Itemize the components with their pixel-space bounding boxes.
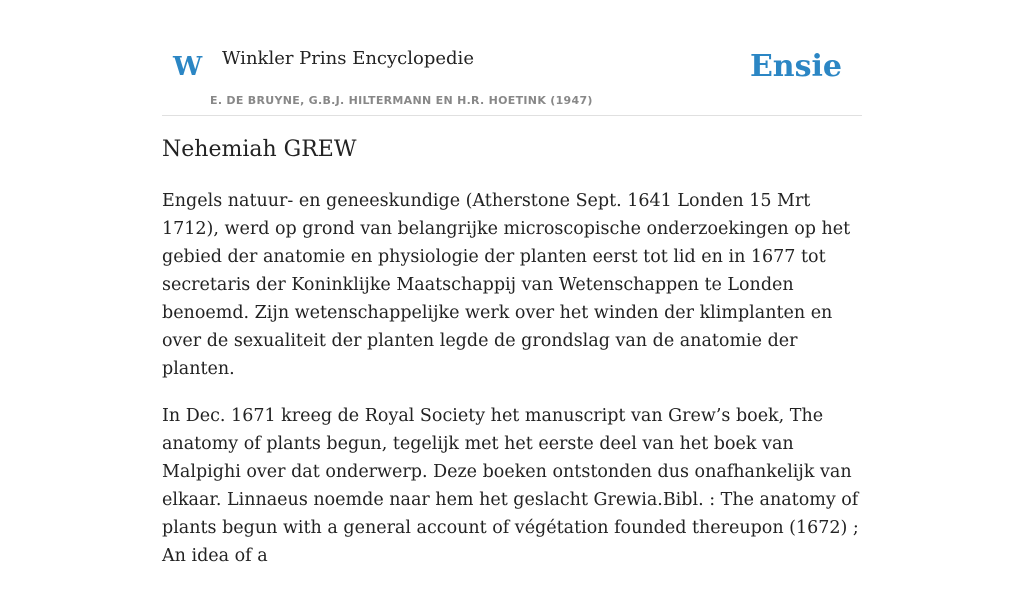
article-paragraph: Engels natuur- en geneeskundige (Atherstone Sept. 1641 Londen 15 Mrt 1712), werd op grond van belangrijke microscopische onderzoekingen op het gebied der anatomie en physiologie der planten eerst tot lid en in 1677 tot secretaris der Koninklijke Maatschappij van Wetenschappen te Londen benoemd. Zijn wetenschappelijke werk over het winden der klimplanten en over de sexualiteit der planten legde de grondslag van de anatomie der planten. [162, 190, 851, 379]
winkler-prins-logo[interactable]: W [173, 52, 203, 82]
site-header [162, 36, 862, 116]
publication-title-link[interactable]: Winkler Prins Encyclopedie [222, 48, 474, 69]
article [162, 136, 866, 589]
publication-authors: E. DE BRUYNE, G.B.J. HILTERMANN EN H.R. HOETINK (1947) [210, 94, 593, 107]
ensie-brand-link[interactable]: Ensie [749, 49, 842, 84]
article-title: Nehemiah GREW [162, 137, 357, 162]
article-paragraph: In Dec. 1671 kreeg de Royal Society het manuscript van Grew’s boek, The anatomy of plants begun, tegelijk met het eerste deel van het boek van Malpighi over dat onderwerp. Deze boeken ontstonden dus onafhankelijk van elkaar. Linnaeus noemde naar hem het geslacht Grewia.Bibl. : The anatomy of plants begun with a general account of végétation founded thereupon (1672) ; An idea of a [162, 405, 859, 566]
